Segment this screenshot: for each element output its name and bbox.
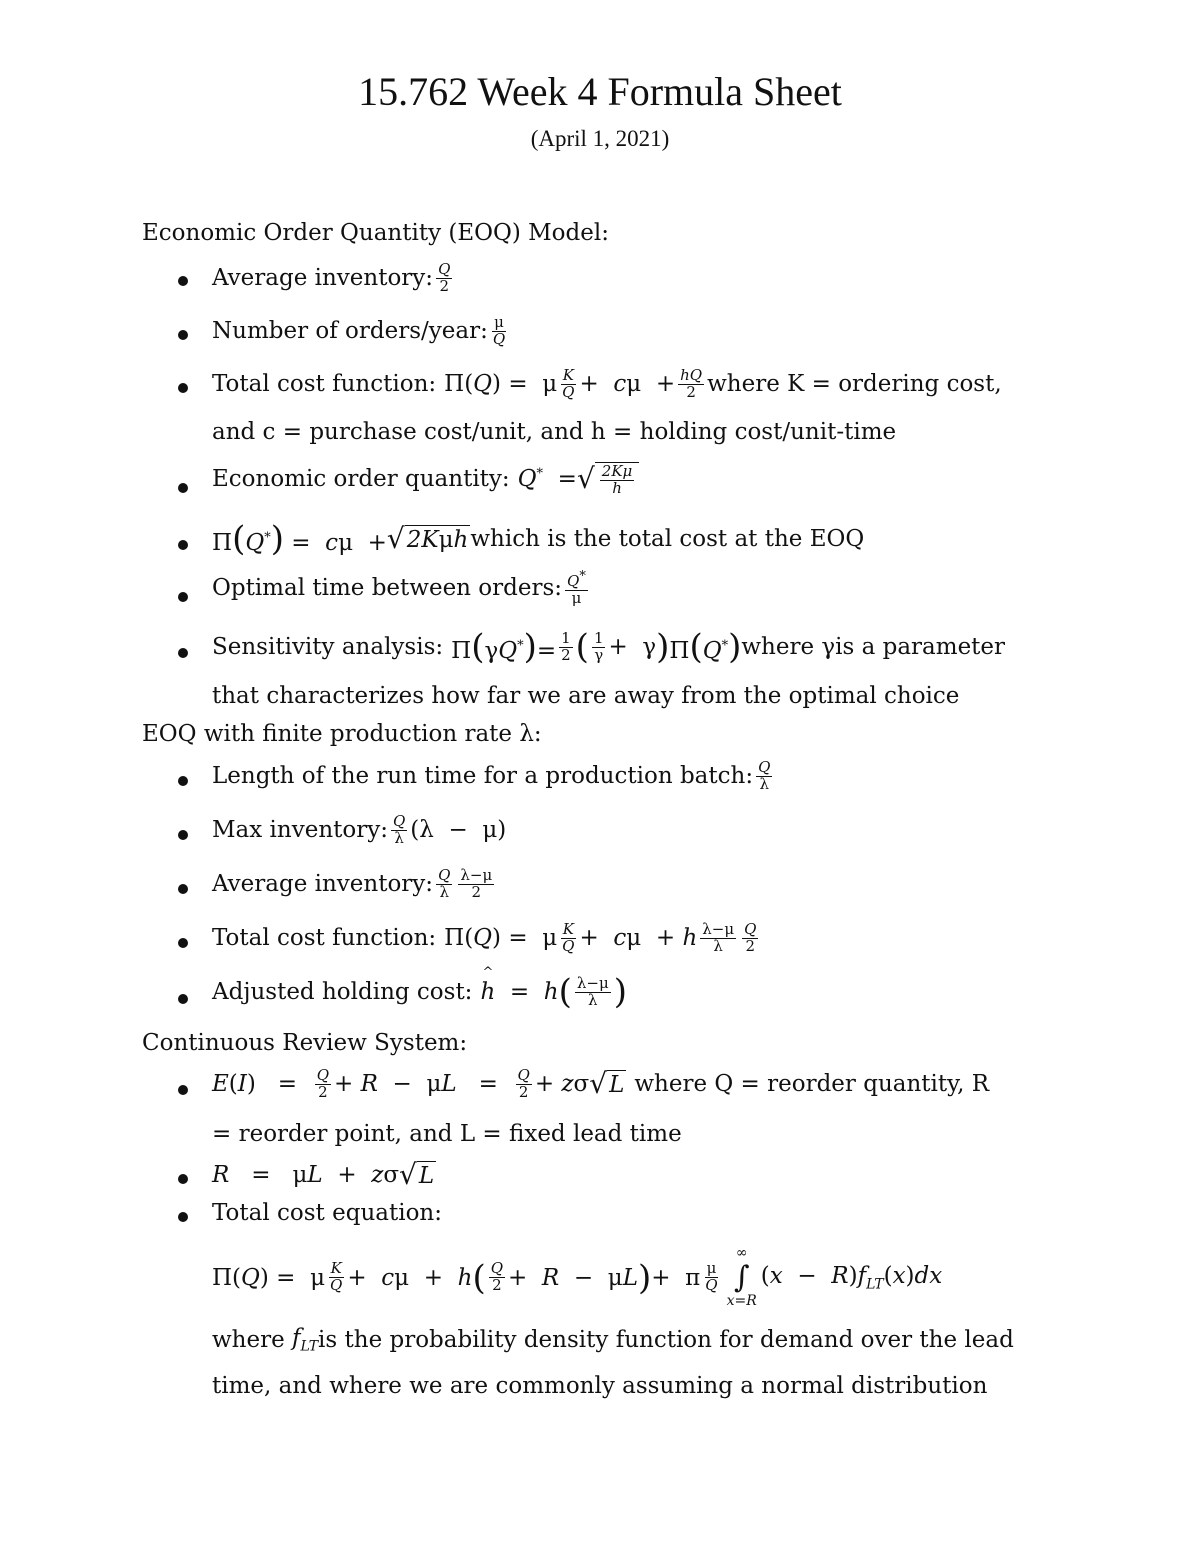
continuous-where-f: [212, 1325, 1014, 1355]
square-root: √ $\frac{2K\mu}{h}$: [577, 462, 639, 497]
formula: Π(Q*): [669, 627, 742, 667]
finite-adjusted-holding: Adjusted holding cost: h ^ = h ( $\frac{\lambda-\mu}{\lambda}$ ): [212, 965, 627, 1012]
eoq-total-cost: [212, 368, 1002, 401]
fraction: $\frac{Q}{\lambda}$: [438, 866, 451, 901]
fraction: $\frac{Q}{2}$: [490, 1259, 504, 1294]
eoq-sensitivity: Sensitivity analysis: Π(γQ*)= $\frac{1}{2}$ ( $\frac{1}{\gamma}$ + γ ) Π(Q*) where γis a parameter: [212, 627, 1006, 667]
fraction: $\frac{\lambda-\mu}{2}$: [460, 866, 493, 901]
formula: Q* =: [517, 466, 577, 493]
formula: Π(Q) = μ: [212, 1264, 326, 1291]
continuous-reorder-point: [212, 1158, 436, 1191]
bullet: [178, 483, 188, 493]
formula: + cμ +: [579, 371, 676, 398]
continuous-expected-inventory: [212, 1068, 989, 1101]
continuous-total-cost-label: Total cost equation:: [212, 1200, 442, 1226]
fraction: $\frac{1}{2}$: [561, 628, 571, 664]
eoq-number-orders-label: Number of orders/year:: [212, 318, 488, 345]
finite-average-inventory: [212, 868, 497, 901]
eoq-optimal-time: [212, 570, 591, 607]
bullet: [178, 776, 188, 786]
bullet: [178, 1085, 188, 1095]
eoq-total-cost-at-eoq: [212, 519, 865, 559]
finite-run-time: [212, 760, 775, 793]
bullet: [178, 938, 188, 948]
formula: + cμ + h: [579, 925, 698, 952]
bullet: [178, 383, 188, 393]
formula: R = μL + zσ: [212, 1162, 400, 1188]
bullet: [178, 830, 188, 840]
bullet: [178, 648, 188, 658]
continuous-where-cont: time, and where we are commonly assuming a normal distribution: [212, 1373, 988, 1399]
eoq-sensitivity-label: Sensitivity analysis:: [212, 634, 444, 660]
finite-max-inventory: [212, 814, 506, 847]
fraction: $\frac{Q}{2}$: [316, 1066, 329, 1101]
fraction: $\frac{K}{Q}$: [562, 366, 575, 401]
formula: + zσ: [534, 1071, 590, 1098]
fraction: $\frac{K}{Q}$: [330, 1259, 343, 1294]
bullet: [178, 276, 188, 286]
eoq-total-cost-where: where K = ordering cost,: [707, 371, 1002, 398]
continuous-where-rest: is the probability density function for demand over the lead: [318, 1326, 1014, 1353]
formula: h ^ = h: [480, 965, 559, 1005]
square-root: √ L: [399, 1158, 435, 1191]
eoq-average-inventory-label: Average inventory:: [212, 265, 434, 292]
continuous-ei-where: where Q = reorder quantity, R: [634, 1071, 990, 1098]
formula: E(I) =: [212, 1071, 312, 1098]
fraction: $\frac{\lambda-\mu}{\lambda}$: [702, 920, 735, 955]
square-root: √ L: [589, 1067, 625, 1101]
eoq-average-inventory: [212, 262, 455, 295]
finite-max-inventory-label: Max inventory:: [212, 817, 388, 844]
eoq-total-cost-at-eoq-text: which is the total cost at the EOQ: [470, 526, 865, 552]
fraction: $\frac{Q}{2}$: [438, 260, 451, 295]
finite-total-cost-label: Total cost function:: [212, 925, 437, 952]
formula: Π(Q) = μ: [444, 925, 558, 952]
formula: + R − μL: [508, 1264, 638, 1291]
finite-adjusted-holding-label: Adjusted holding cost:: [212, 979, 473, 1005]
section-finite-heading: EOQ with finite production rate λ:: [142, 721, 542, 747]
fraction: $\frac{Q}{\lambda}$: [392, 812, 406, 847]
bullet: [178, 592, 188, 602]
fraction: $\frac{K}{Q}$: [562, 920, 575, 955]
formula: + π: [651, 1264, 701, 1291]
bullet: [178, 1174, 188, 1184]
eoq-economic-order-quantity: [212, 462, 639, 497]
formula: $f_{LT}$: [284, 1325, 319, 1355]
fraction: $\frac{\mu}{Q}$: [705, 1259, 718, 1294]
formula: $(x - R)f_{LT}(x)dx$: [760, 1262, 943, 1293]
fraction: $\frac{hQ}{2}$: [680, 366, 703, 401]
eoq-sensitivity-where: where γis a parameter: [741, 634, 1006, 660]
page-title: 15.762 Week 4 Formula Sheet: [358, 69, 842, 114]
fraction: $\frac{Q}{\lambda}$: [758, 758, 771, 793]
section-continuous-heading: Continuous Review System:: [142, 1030, 468, 1056]
integral: ∞ ∫ x=R: [726, 1244, 757, 1309]
bullet: [178, 540, 188, 550]
continuous-total-cost-formula: Π(Q) = μ $\frac{K}{Q}$ + cμ + h ( $\frac{Q}{2}$ + R − μL ) + π $\frac{\mu}{Q}$ ∞ ∫ x=R $(x - R)f_{LT}(x)dx$: [212, 1244, 943, 1309]
fraction: $\frac{Q}{2}$: [744, 920, 757, 955]
formula: Π(γQ*)=: [451, 627, 557, 667]
page-date: (April 1, 2021): [530, 126, 670, 151]
fraction: $\frac{\mu}{Q}$: [492, 313, 506, 348]
fraction: $\frac{Q^*}{\mu}$: [567, 569, 586, 607]
bullet: [178, 330, 188, 340]
finite-run-time-label: Length of the run time for a production batch:: [212, 763, 754, 790]
eoq-optimal-time-label: Optimal time between orders:: [212, 575, 563, 602]
eoq-sensitivity-cont: that characterizes how far we are away from the optimal choice: [212, 683, 960, 709]
formula: Π(Q) = μ: [444, 371, 558, 398]
formula: + R − μL =: [334, 1071, 513, 1098]
continuous-where-label: where: [212, 1326, 285, 1353]
formula: Π(Q*) = cμ +: [212, 519, 387, 559]
eoq-label: Economic order quantity:: [212, 466, 510, 493]
finite-average-inventory-label: Average inventory:: [212, 871, 434, 898]
formula: + γ: [608, 634, 657, 660]
finite-total-cost: [212, 922, 761, 955]
bullet: [178, 1212, 188, 1222]
eoq-total-cost-cont: and c = purchase cost/unit, and h = holding cost/unit-time: [212, 419, 897, 445]
section-eoq-heading: Economic Order Quantity (EOQ) Model:: [142, 220, 609, 246]
eoq-number-orders: [212, 315, 510, 348]
formula: (λ − μ): [410, 817, 507, 844]
fraction: $\frac{\lambda-\mu}{\lambda}$: [576, 973, 609, 1009]
bullet: [178, 994, 188, 1004]
eoq-total-cost-label: Total cost function:: [212, 371, 437, 398]
bullet: [178, 884, 188, 894]
fraction: $\frac{Q}{2}$: [517, 1066, 530, 1101]
fraction: $\frac{1}{\gamma}$: [593, 628, 604, 664]
continuous-ei-cont: = reorder point, and L = fixed lead time: [212, 1121, 682, 1147]
square-root: √ 2K μ h: [386, 522, 469, 555]
formula: + cμ + h: [347, 1264, 473, 1291]
